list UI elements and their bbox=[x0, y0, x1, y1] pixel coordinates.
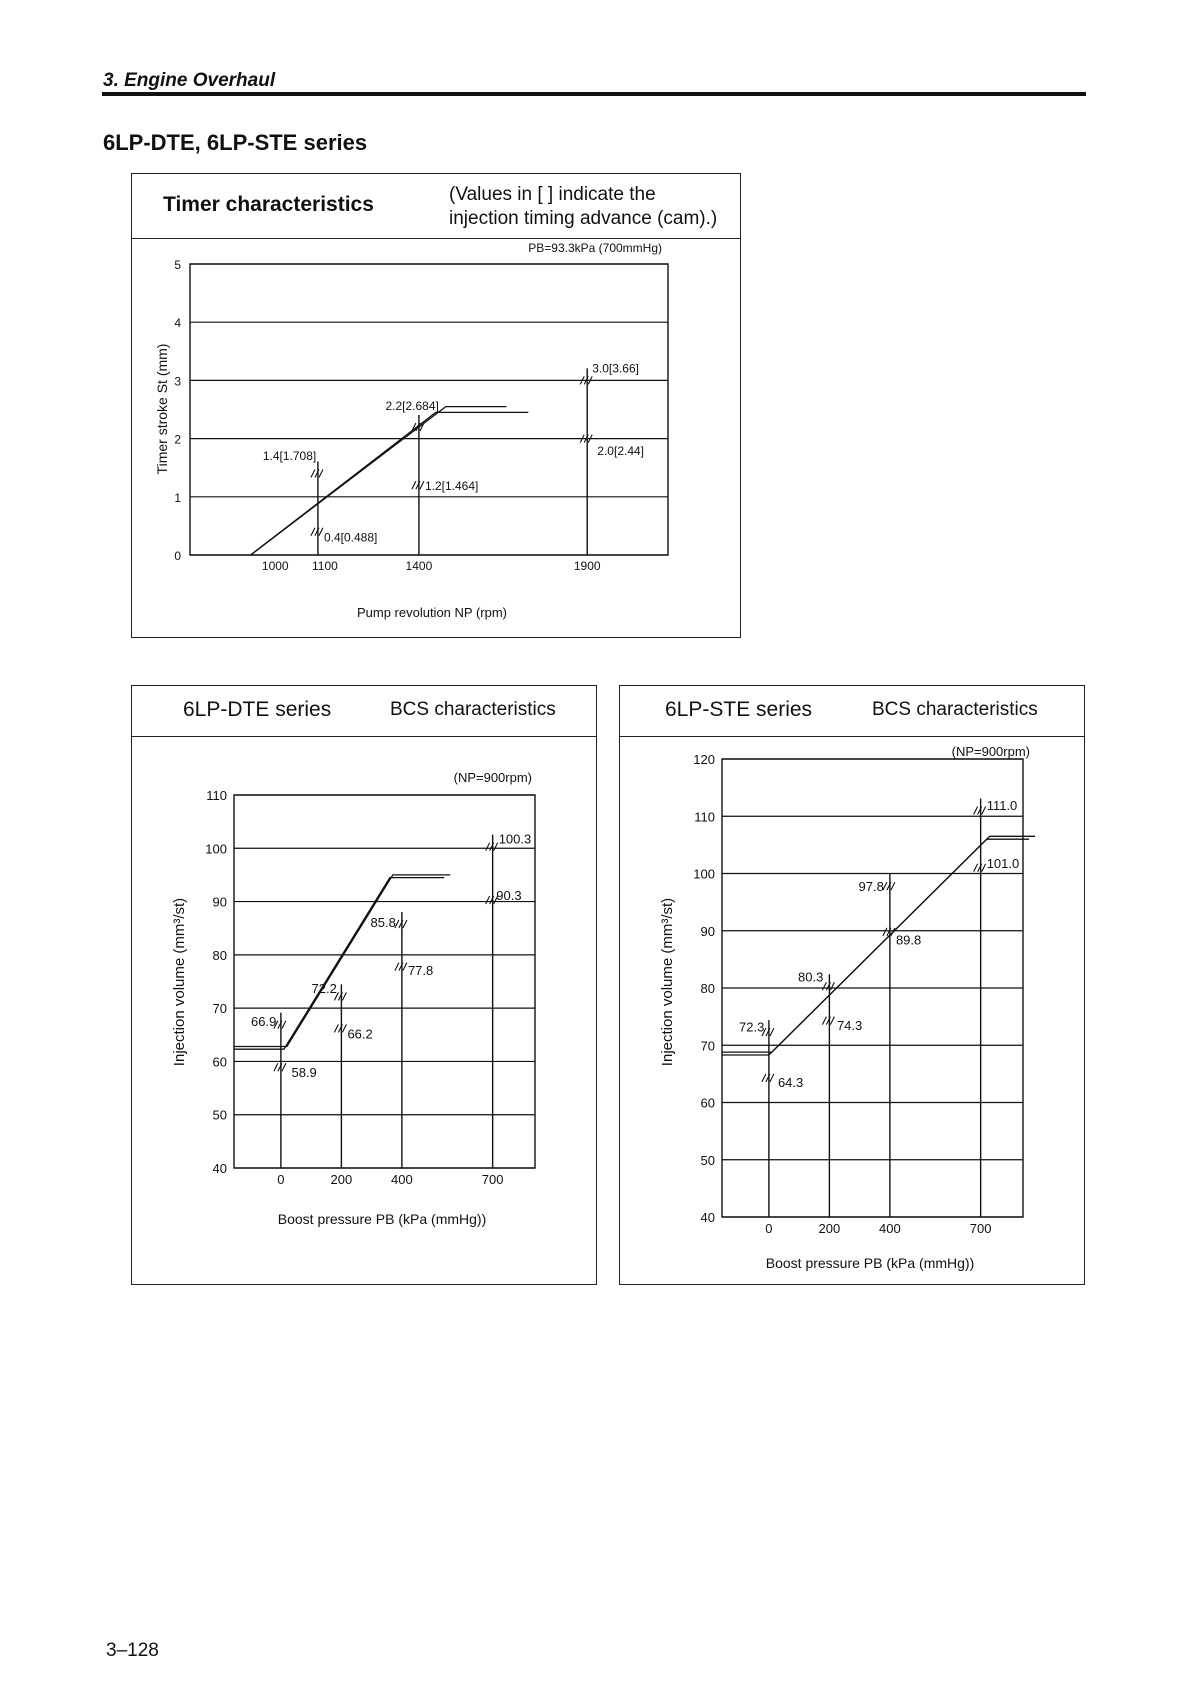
ste-x-axis-label: Boost pressure PB (kPa (mmHg)) bbox=[765, 1255, 975, 1271]
ste-data-point bbox=[974, 807, 986, 815]
dte-ytick-label: 90 bbox=[212, 894, 227, 910]
dte-point-marker bbox=[395, 920, 407, 928]
dte-ytick-label: 60 bbox=[212, 1054, 227, 1070]
ste-data-label: 80.3 bbox=[798, 969, 824, 985]
timer-note-line-1: (Values in [ ] indicate the bbox=[449, 184, 656, 205]
ste-ytick-label: 40 bbox=[700, 1210, 715, 1225]
ste-data-label: 64.3 bbox=[777, 1074, 804, 1090]
timer-series-line-min bbox=[251, 412, 529, 555]
dte-data-label: 90.3 bbox=[496, 888, 522, 904]
dte-data-point bbox=[395, 963, 407, 971]
dte-data-label: 85.8 bbox=[370, 914, 396, 930]
page-subtitle: 6LP-DTE, 6LP-STE series bbox=[103, 130, 368, 155]
timer-panel-header bbox=[132, 174, 740, 239]
ste-ytick-label: 100 bbox=[693, 866, 715, 882]
dte-data-label: 72.2 bbox=[311, 980, 337, 996]
dte-ytick-label: 40 bbox=[212, 1161, 227, 1176]
dte-xtick-label: 0 bbox=[277, 1172, 285, 1187]
timer-point-marker bbox=[580, 376, 592, 384]
timer-panel-note bbox=[449, 183, 717, 231]
timer-data-label: 1.2[1.464] bbox=[424, 479, 479, 494]
timer-ytick-label: 1 bbox=[174, 490, 181, 505]
dte-data-label: 66.2 bbox=[347, 1026, 373, 1042]
ste-bcs-chart bbox=[620, 737, 1083, 1283]
ste-y-axis-label: Injection volume (mm³/st) bbox=[659, 897, 676, 1067]
timer-ytick-label: 0 bbox=[174, 549, 181, 563]
ste-ytick-label: 90 bbox=[700, 923, 715, 939]
ste-bcs-panel bbox=[619, 685, 1085, 1285]
ste-data-label: 101.0 bbox=[986, 856, 1020, 872]
timer-condition-note: PB=93.3kPa (700mmHg) bbox=[528, 241, 662, 255]
ste-point-marker bbox=[974, 864, 986, 872]
ste-data-point bbox=[883, 928, 895, 936]
timer-point-marker bbox=[311, 470, 323, 478]
timer-ytick-label: 4 bbox=[174, 316, 181, 331]
timer-x-axis-label: Pump revolution NP (rpm) bbox=[356, 605, 508, 620]
timer-data-point bbox=[580, 376, 592, 384]
dte-xtick-label: 700 bbox=[481, 1172, 504, 1187]
page-number: 3–128 bbox=[106, 1640, 159, 1661]
ste-point-marker bbox=[762, 1074, 774, 1082]
timer-xtick-label: 1000 bbox=[261, 559, 289, 573]
dte-point-marker bbox=[274, 1063, 286, 1071]
dte-xtick-label: 200 bbox=[330, 1172, 353, 1187]
ste-data-point bbox=[883, 882, 895, 890]
ste-xtick-label: 0 bbox=[765, 1221, 773, 1236]
ste-bcs-label: BCS characteristics bbox=[872, 699, 1038, 720]
timer-data-point bbox=[311, 470, 323, 478]
timer-ytick-label: 3 bbox=[174, 374, 181, 389]
dte-plot-frame bbox=[234, 795, 535, 1168]
ste-data-point bbox=[974, 864, 986, 872]
dte-bcs-panel bbox=[131, 685, 597, 1285]
dte-ytick-label: 70 bbox=[212, 1001, 227, 1017]
dte-data-label: 58.9 bbox=[291, 1065, 317, 1081]
timer-characteristics-panel bbox=[131, 173, 741, 638]
ste-xtick-label: 400 bbox=[879, 1221, 901, 1236]
ste-data-label: 74.3 bbox=[836, 1018, 863, 1034]
ste-xtick-label: 700 bbox=[969, 1221, 992, 1236]
dte-data-point bbox=[395, 920, 407, 928]
dte-data-point bbox=[486, 843, 498, 851]
dte-data-point bbox=[334, 1024, 346, 1032]
ste-point-marker bbox=[822, 982, 834, 990]
ste-data-label: 72.3 bbox=[739, 1019, 765, 1035]
ste-data-label: 111.0 bbox=[986, 797, 1018, 813]
timer-y-axis-label: Timer stroke St (mm) bbox=[154, 343, 170, 475]
timer-data-label: 3.0[3.66] bbox=[592, 361, 639, 376]
timer-point-marker bbox=[311, 528, 323, 536]
dte-point-marker bbox=[395, 963, 407, 971]
ste-ytick-label: 80 bbox=[700, 981, 715, 996]
dte-ytick-label: 110 bbox=[206, 788, 227, 803]
ste-data-point bbox=[822, 1017, 834, 1025]
ste-ytick-label: 70 bbox=[700, 1038, 715, 1054]
ste-point-marker bbox=[974, 807, 986, 815]
ste-ytick-label: 60 bbox=[700, 1095, 715, 1111]
ste-xtick-label: 200 bbox=[818, 1221, 841, 1236]
ste-ytick-label: 120 bbox=[693, 752, 715, 767]
timer-xtick-label: 1400 bbox=[405, 559, 433, 573]
timer-data-point bbox=[311, 528, 323, 536]
timer-data-label: 1.4[1.708] bbox=[262, 448, 317, 463]
timer-ytick-label: 5 bbox=[174, 258, 181, 272]
ste-data-point bbox=[762, 1074, 774, 1082]
dte-ytick-label: 100 bbox=[205, 841, 227, 857]
timer-data-label: 0.4[0.488] bbox=[323, 530, 378, 545]
timer-chart bbox=[132, 239, 739, 636]
ste-panel-header bbox=[620, 686, 1084, 737]
ste-series-line-min bbox=[722, 839, 1029, 1055]
timer-xtick-label: 1900 bbox=[573, 559, 601, 573]
dte-data-label: 77.8 bbox=[407, 962, 434, 978]
timer-panel-title: Timer characteristics bbox=[163, 193, 374, 216]
dte-xtick-label: 400 bbox=[391, 1172, 413, 1187]
dte-ytick-label: 50 bbox=[212, 1107, 227, 1123]
dte-point-marker bbox=[486, 843, 498, 851]
section-title: 3. Engine Overhaul bbox=[103, 70, 276, 91]
dte-series-label: 6LP-DTE series bbox=[183, 698, 332, 721]
ste-condition-note: (NP=900rpm) bbox=[951, 744, 1030, 759]
ste-point-marker bbox=[883, 928, 895, 936]
timer-ytick-label: 2 bbox=[174, 432, 181, 447]
dte-x-axis-label: Boost pressure PB (kPa (mmHg)) bbox=[277, 1211, 487, 1227]
dte-bcs-label: BCS characteristics bbox=[390, 699, 556, 720]
dte-panel-header bbox=[132, 686, 596, 737]
dte-ytick-label: 80 bbox=[212, 947, 227, 963]
dte-y-axis-label: Injection volume (mm³/st) bbox=[171, 897, 188, 1067]
dte-bcs-chart bbox=[132, 737, 595, 1283]
ste-ytick-label: 110 bbox=[694, 809, 715, 825]
ste-series-label: 6LP-STE series bbox=[665, 698, 813, 721]
dte-point-marker bbox=[334, 1024, 346, 1032]
timer-data-label: 2.0[2.44] bbox=[597, 444, 645, 459]
ste-data-point bbox=[822, 982, 834, 990]
ste-ytick-label: 50 bbox=[700, 1152, 715, 1168]
dte-data-label: 66.9 bbox=[251, 1013, 277, 1029]
timer-data-point bbox=[412, 481, 424, 489]
dte-data-point bbox=[274, 1063, 286, 1071]
timer-point-marker bbox=[412, 481, 424, 489]
timer-xtick-label: 1100 bbox=[312, 559, 338, 573]
timer-note-line-2: injection timing advance (cam).) bbox=[449, 208, 718, 229]
ste-point-marker bbox=[883, 882, 895, 890]
timer-point-marker bbox=[580, 435, 592, 443]
ste-data-label: 97.8 bbox=[858, 879, 884, 895]
ste-data-label: 89.8 bbox=[895, 932, 922, 948]
ste-point-marker bbox=[822, 1017, 834, 1025]
header-rule bbox=[102, 92, 1086, 96]
timer-data-point bbox=[580, 435, 592, 443]
dte-condition-note: (NP=900rpm) bbox=[453, 770, 532, 785]
timer-data-label: 2.2[2.684] bbox=[385, 398, 439, 413]
dte-data-label: 100.3 bbox=[498, 831, 532, 847]
